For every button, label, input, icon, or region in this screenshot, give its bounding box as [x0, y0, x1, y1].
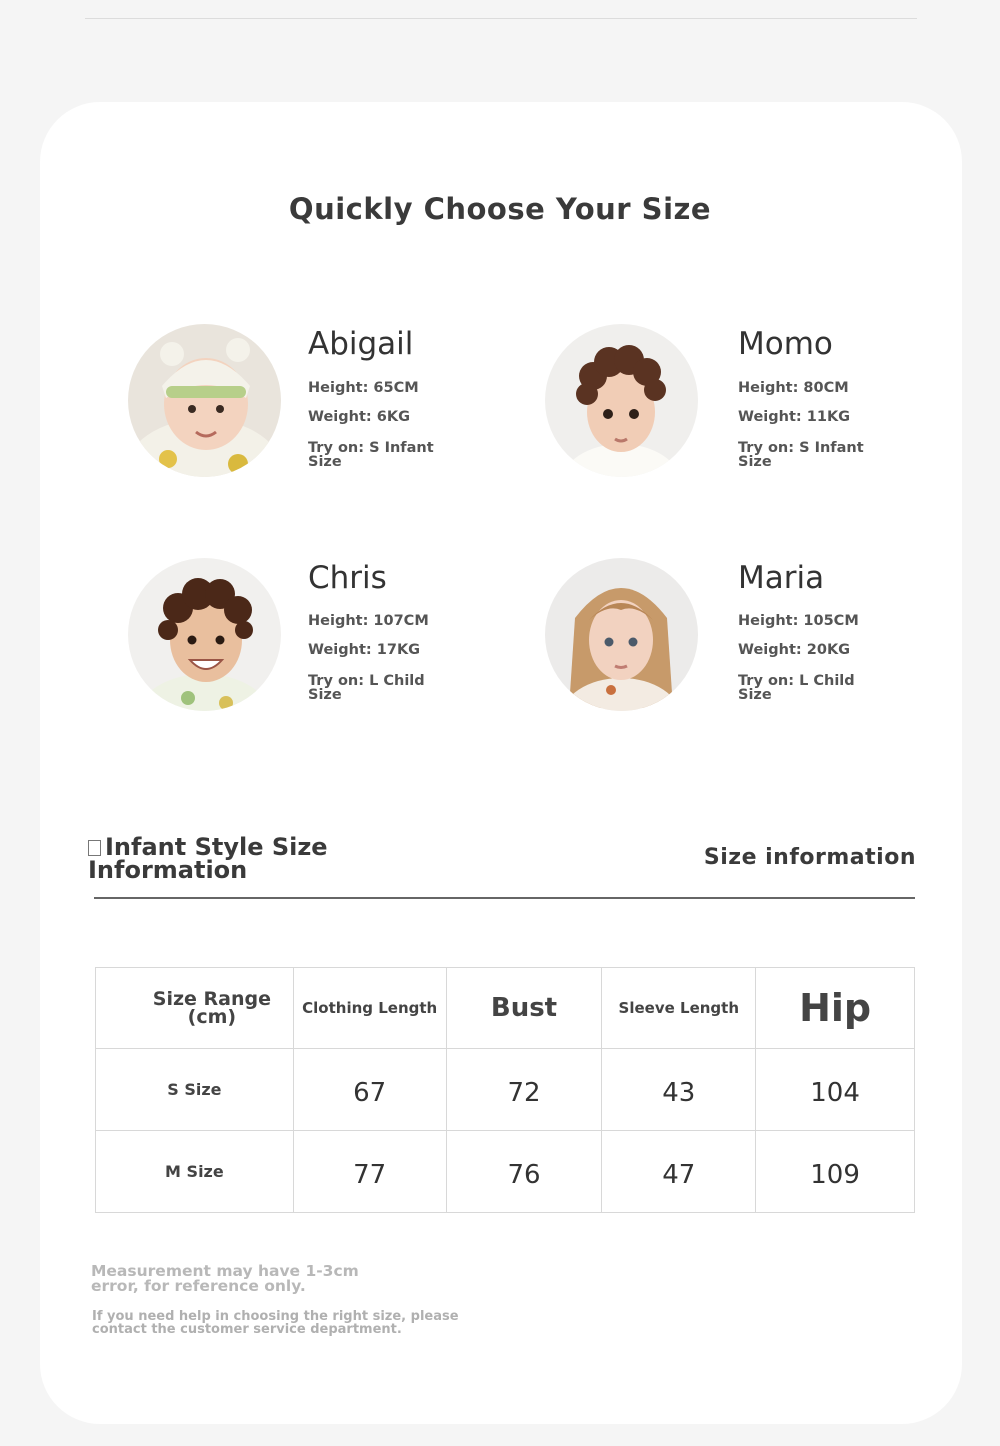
blonde-girl-photo-icon: [545, 558, 698, 711]
profile-tryon: Try on: S Infant Size: [308, 440, 434, 470]
section-subtitle: Size information: [703, 845, 916, 870]
profile-height: Height: 80CM: [738, 380, 849, 396]
table-row: [96, 1131, 915, 1213]
profile-height: Height: 105CM: [738, 613, 859, 629]
profile-weight: Weight: 17KG: [308, 642, 421, 658]
baby-girl-headband-photo-icon: [128, 324, 281, 477]
table-cell: 77: [293, 1131, 446, 1213]
profile-tryon: Try on: L Child Size: [738, 673, 855, 703]
page-title: Quickly Choose Your Size: [288, 192, 712, 226]
profile-card: [128, 324, 568, 484]
table-cell: 76: [446, 1131, 602, 1213]
header-hip: Hip: [756, 968, 915, 1049]
table-cell: 109: [756, 1131, 915, 1213]
profile-tryon: Try on: S Infant Size: [738, 440, 864, 470]
avatar: [545, 558, 698, 711]
section-divider: [94, 897, 915, 899]
section-title: [88, 833, 388, 884]
row-label: S Size: [96, 1049, 294, 1131]
table-header-row: [96, 968, 915, 1049]
table-cell: 43: [602, 1049, 756, 1131]
size-card: [40, 102, 962, 1424]
header-sleeve-length: Sleeve Length: [602, 968, 756, 1049]
profile-tryon: Try on: L Child Size: [308, 673, 425, 703]
avatar: [545, 324, 698, 477]
avatar: [128, 324, 281, 477]
table-cell: 104: [756, 1049, 915, 1131]
box-icon: [88, 840, 101, 856]
profile-card: [545, 324, 985, 484]
profile-name: Momo: [738, 326, 833, 362]
profile-name: Chris: [308, 560, 387, 596]
top-divider: [85, 18, 917, 19]
header-bust: Bust: [446, 968, 602, 1049]
size-table: [95, 967, 915, 1213]
row-label: M Size: [96, 1131, 294, 1213]
profile-name: Abigail: [308, 326, 414, 362]
profile-card: [128, 558, 568, 718]
section-title-text: Infant Style Size Information: [88, 833, 328, 884]
avatar: [128, 558, 281, 711]
header-size-range: Size Range (cm): [96, 968, 294, 1049]
profile-name: Maria: [738, 560, 825, 596]
profile-card: [545, 558, 985, 718]
profile-height: Height: 65CM: [308, 380, 419, 396]
measurement-note: Measurement may have 1-3cm error, for reference only.: [91, 1262, 359, 1295]
curly-hair-toddler-photo-icon: [545, 324, 698, 477]
profile-weight: Weight: 20KG: [738, 642, 851, 658]
table-cell: 67: [293, 1049, 446, 1131]
table-row: [96, 1049, 915, 1131]
smiling-boy-photo-icon: [128, 558, 281, 711]
table-cell: 72: [446, 1049, 602, 1131]
profile-height: Height: 107CM: [308, 613, 429, 629]
header-clothing-length: Clothing Length: [293, 968, 446, 1049]
help-note: If you need help in choosing the right size, please contact the customer service department.: [92, 1309, 459, 1337]
profile-weight: Weight: 6KG: [308, 409, 410, 425]
table-cell: 47: [602, 1131, 756, 1213]
profile-weight: Weight: 11KG: [738, 409, 851, 425]
